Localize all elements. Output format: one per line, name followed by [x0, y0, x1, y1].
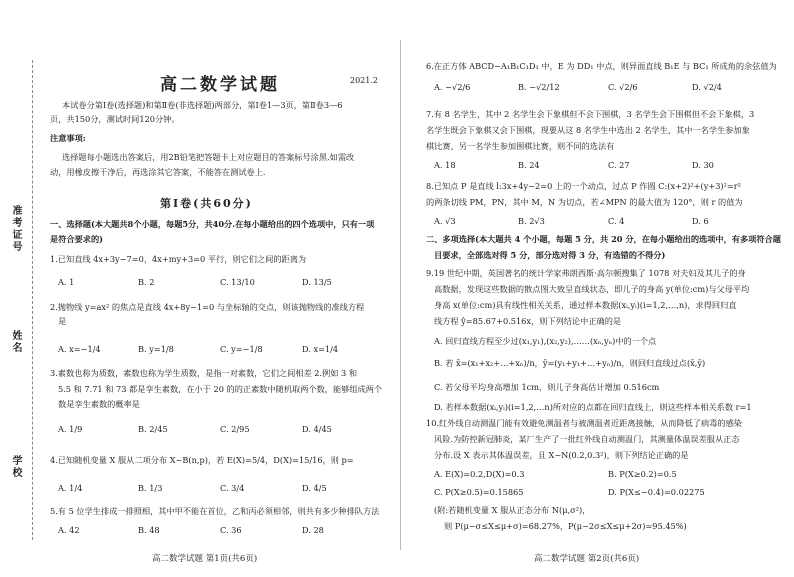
question-10-line-2: 风险.为防控新冠肺炎，某厂生产了一批红外线自动测温门，其测量体温误差服从正态 [434, 434, 740, 444]
question-6: 6.在正方体 ABCD−A₁B₁C₁D₁ 中，E 为 DD₁ 中点，则异面直线 B₁E 与 BC₁ 所成角的余弦值为 [426, 61, 777, 71]
q10-note-line-2: 则 P(μ−σ≤X≤μ+σ)=68.27%，P(μ−2σ≤X≤μ+2σ)=95.45%) [444, 521, 687, 531]
binding-dashed-line [32, 60, 33, 540]
part1-heading-1: 一、选择题(本大题共8个小题，每题5分，共40分.在每小题给出的四个选项中，只有一项 [50, 219, 375, 229]
q9-option-b: B. 若 x̄=(x₁+x₂+…+xₙ)/n，ȳ=(y₁+y₁+…+yₙ)/n，则回归直线过点(x̄,ȳ) [434, 358, 706, 368]
q1-option-a: A. 1 [58, 277, 75, 287]
q6-option-a: A. −√2/6 [434, 82, 471, 92]
q7-option-b: B. 24 [518, 160, 540, 170]
question-7-line-2: 名学生既会下象棋又会下围棋，现要从这 8 名学生中选出 2 名学生，其中一名学生参加象 [426, 125, 750, 135]
q1-option-c: C. 13/10 [220, 277, 255, 287]
question-2-line-1: 2.抛物线 y=ax² 的焦点是直线 4x+8y−1=0 与坐标轴的交点，则该抛物线的准线方程 [50, 302, 365, 312]
q7-option-d: D. 30 [692, 160, 714, 170]
question-10-line-1: 10.红外线自动测温门能有效避免测温者与被测温者近距离接触，从而降低了病毒的感染 [426, 418, 742, 428]
q6-option-b: B. −√2/12 [518, 82, 560, 92]
q5-option-d: D. 28 [302, 525, 324, 535]
question-7-line-1: 7.有 8 名学生，其中 2 名学生会下象棋但不会下围棋，3 名学生会下围棋但不会下象棋，3 [426, 109, 755, 119]
q10-option-d: D. P(X≤−0.4)=0.02275 [608, 487, 705, 497]
q4-option-a: A. 1/4 [58, 483, 83, 493]
q8-option-d: D. 6 [692, 216, 709, 226]
page-1 [40, 0, 395, 577]
q9-option-d: D. 若样本数据(xᵢ,yᵢ)(i=1,2,…n)所对应的点都在回归直线上，则这些样本相关系数 r=1 [434, 402, 752, 412]
part2-heading-1: 二、多项选择(本大题共 4 个小题，每题 5 分，共 20 分，在每小题给出的选项中，有多项符合题 [426, 234, 781, 244]
q10-option-a: A. E(X)=0.2,D(X)=0.3 [434, 469, 525, 479]
question-3-line-3: 数是孪生素数的概率是 [58, 399, 140, 409]
q10-option-c: C. P(X≥0.5)=0.15865 [434, 487, 524, 497]
q4-option-d: D. 4/5 [302, 483, 327, 493]
notice-line-2: 动，用橡皮擦干净后，再选涂其它答案，不能答在测试卷上. [50, 167, 266, 177]
notice-title: 注意事项: [50, 133, 86, 143]
q5-option-b: B. 48 [138, 525, 160, 535]
q1-option-b: B. 2 [138, 277, 155, 287]
q2-option-b: B. y=1/8 [138, 344, 174, 354]
q8-option-c: C. 4 [608, 216, 625, 226]
binding-strip [0, 0, 40, 577]
q5-option-c: C. 36 [220, 525, 242, 535]
exam-title: 高二数学试题 [160, 75, 280, 95]
part2-heading-2: 目要求，全部选对得 5 分，部分选对得 3 分，有选错的不得分) [434, 250, 666, 260]
exam-number-label: 准考证号 [10, 205, 21, 253]
q10-option-b: B. P(X≥0.2)=0.5 [608, 469, 677, 479]
q6-option-d: D. √2/4 [692, 82, 722, 92]
page-1-footer: 高二数学试题 第1页(共6页) [152, 554, 258, 564]
notice-line-1: 选择题每小题选出答案后，用2B铅笔把答题卡上对应题目的答案标号涂黑.如需改 [62, 152, 355, 162]
q3-option-a: A. 1/9 [58, 424, 83, 434]
q3-option-c: C. 2/95 [220, 424, 250, 434]
q4-option-c: C. 3/4 [220, 483, 245, 493]
question-8-line-1: 8.已知点 P 是直线 l:3x+4y−2=0 上的一个动点，过点 P 作圆 C:(x+2)²+(y+3)²=r² [426, 181, 741, 191]
q3-option-b: B. 2/45 [138, 424, 168, 434]
q6-option-c: C. √2/6 [608, 82, 638, 92]
question-4: 4.已知随机变量 X 服从二项分布 X~B(n,p)，若 E(X)=5/4，D(X)=15/16，则 p= [50, 455, 354, 465]
section-title-part1: 第Ⅰ卷(共60分) [160, 197, 253, 210]
q7-option-c: C. 27 [608, 160, 630, 170]
page-divider [400, 40, 401, 550]
question-10-line-3: 分布.设 X 表示其体温误差，且 X~N(0.2,0.3²)，则下列结论正确的是 [434, 450, 689, 460]
part1-heading-2: 是符合要求的) [50, 234, 103, 244]
school-label: 学校 [10, 455, 21, 479]
q8-option-b: B. 2√3 [518, 216, 545, 226]
question-3-line-1: 3.素数也称为质数，素数也称为学生质数，是指一对素数，它们之间相差 2.例如 3 和 [50, 368, 358, 378]
question-8-line-2: 的两条切线 PM，PN，其中 M，N 为切点，若∠MPN 的最大值为 120°，则 r 的值为 [426, 197, 743, 207]
question-2-line-2: 是 [58, 316, 67, 326]
question-7-line-3: 棋比赛，另一名学生参加围棋比赛，则不同的选法有 [426, 141, 615, 151]
intro-line-1: 本试卷分第Ⅰ卷(选择题)和第Ⅱ卷(非选择题)两部分，第Ⅰ卷1—3页，第Ⅱ卷3—6 [62, 100, 343, 110]
q1-option-d: D. 13/5 [302, 277, 332, 287]
question-3-line-2: 5.5 和 7.71 和 73 都是孪生素数，在小于 20 的的正素数中随机取两个数，能够组成两个 [58, 384, 383, 394]
q7-option-a: A. 18 [434, 160, 456, 170]
q2-option-a: A. x=−1/4 [58, 344, 101, 354]
question-9-line-2: 高数据，发现这些数据的散点图大致呈直线状态，即儿子的身高 y(单位:cm)与父母平均 [434, 284, 750, 294]
exam-date: 2021.2 [350, 76, 378, 85]
question-1: 1.已知直线 4x+3y−7=0，4x+my+3=0 平行，则它们之间的距离为 [50, 254, 307, 264]
q2-option-c: C. y=−1/8 [220, 344, 263, 354]
q9-option-a: A. 回归直线方程至少过(x₁,y₁),(x₂,y₂),……(xₙ,yₙ)中的一个点 [434, 336, 657, 346]
q9-option-c: C. 若父母平均身高增加 1cm，则儿子身高估计增加 0.516cm [434, 382, 660, 392]
intro-line-2: 页，共150分，测试时间120分钟。 [50, 114, 180, 124]
q8-option-a: A. √3 [434, 216, 456, 226]
q4-option-b: B. 1/3 [138, 483, 163, 493]
question-5: 5.有 5 位学生排成一排照相，其中甲不能在首位，乙和丙必须相邻，则共有多少种排队方法 [50, 506, 380, 516]
page-2 [412, 0, 782, 577]
page-2-footer: 高二数学试题 第2页(共6页) [534, 554, 640, 564]
name-label: 姓名 [10, 330, 21, 354]
q2-option-d: D. x=1/4 [302, 344, 339, 354]
q3-option-d: D. 4/45 [302, 424, 332, 434]
q5-option-a: A. 42 [58, 525, 80, 535]
question-9-line-3: 身高 x(单位:cm)具有线性相关关系，通过样本数据(xᵢ,yᵢ)(i=1,2,…,n)，求得回归直 [434, 300, 737, 310]
question-9-line-1: 9.19 世纪中期，英国著名的统计学家弗朗西斯·高尔顿搜集了 1078 对夫妇及其儿子的身 [426, 268, 746, 278]
q10-note-line-1: (附:若随机变量 X 服从正态分布 N(μ,σ²)， [434, 505, 591, 515]
question-9-line-4: 线方程 ŷ=85.67+0.516x，则下列结论中正确的是 [434, 316, 622, 326]
